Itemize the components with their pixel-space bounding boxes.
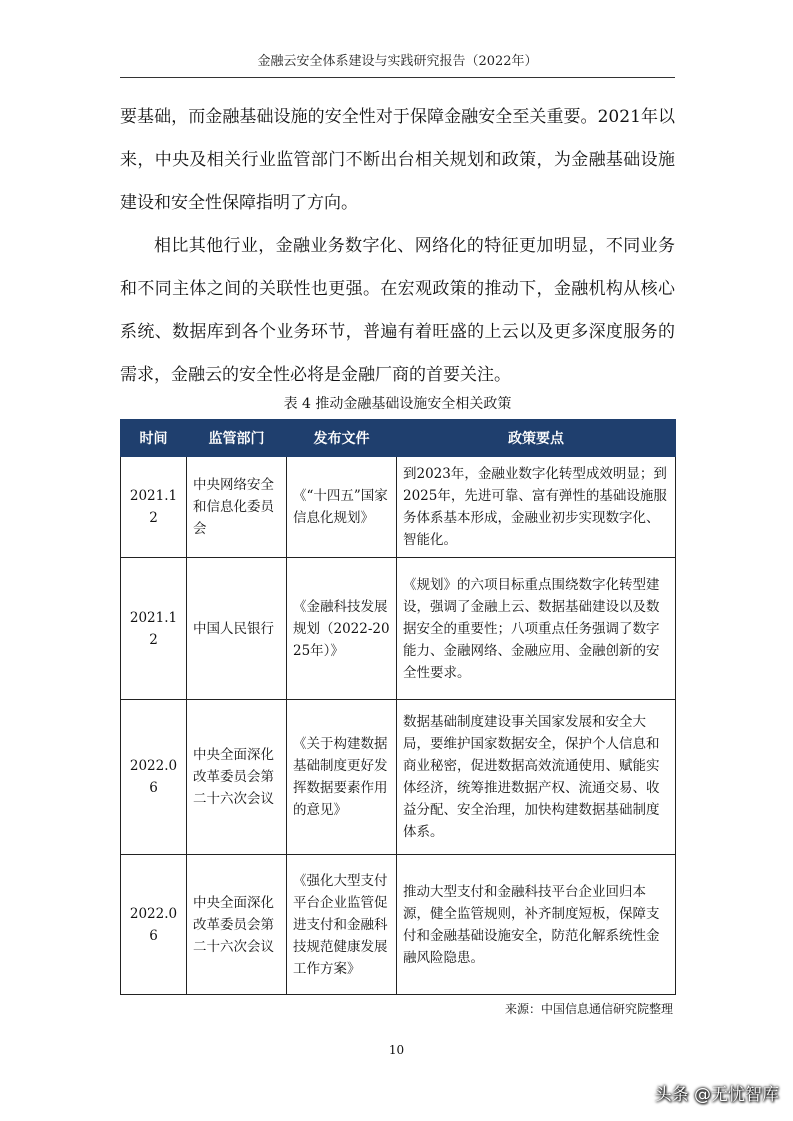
cell-date: 2021.12	[121, 558, 187, 700]
header-dept: 监管部门	[187, 420, 287, 457]
table-source-note: 来源：中国信息通信研究院整理	[504, 1002, 673, 1016]
header-time: 时间	[121, 420, 187, 457]
cell-doc: 《金融科技发展规划（2022-2025年）》	[287, 558, 397, 700]
table-caption: 表 4 推动金融基础设施安全相关政策	[283, 396, 512, 412]
cell-dept: 中央全面深化改革委员会第二十六次会议	[187, 855, 287, 995]
cell-points: 数据基础制度建设事关国家发展和安全大局，要维护国家数据安全，保护个人信息和商业秘密，促进数据高效流通使用、赋能实体经济，统筹推进数据产权、流通交易、收益分配、安全治理，加快构建数据基础制度体系。	[397, 700, 676, 855]
table-row	[121, 558, 676, 700]
table-row	[121, 855, 676, 995]
watermark-text: 头条 @无忧智库	[654, 1085, 779, 1105]
cell-doc: 《强化大型支付平台企业监管促进支付和金融科技规范健康发展工作方案》	[287, 855, 397, 995]
cell-date: 2022.06	[121, 700, 187, 855]
header-points: 政策要点	[397, 420, 676, 457]
header-doc: 发布文件	[287, 420, 397, 457]
cell-doc: 《“十四五”国家信息化规划》	[287, 457, 397, 558]
cell-dept: 中国人民银行	[187, 558, 287, 700]
cell-points: 到2023年，金融业数字化转型成效明显；到2025年，先进可靠、富有弹性的基础设施服务体系基本形成，金融业初步实现数字化、智能化。	[397, 457, 676, 558]
policy-table	[120, 419, 676, 995]
cell-date: 2021.12	[121, 457, 187, 558]
page-number: 10	[388, 1043, 405, 1057]
running-header: 金融云安全体系建设与实践研究报告（2022年）	[120, 50, 675, 78]
cell-date: 2022.06	[121, 855, 187, 995]
body-paragraph-1: 要基础，而金融基础设施的安全性对于保障金融安全至关重要。2021年以来，中央及相关行业监管部门不断出台相关规划和政策，为金融基础设施建设和安全性保障指明了方向。	[120, 107, 675, 213]
cell-points: 推动大型支付和金融科技平台企业回归本源，健全监管规则，补齐制度短板，保障支付和金融基础设施安全，防范化解系统性金融风险隐患。	[397, 855, 676, 995]
body-paragraph-2: 相比其他行业，金融业务数字化、网络化的特征更加明显，不同业务和不同主体之间的关联性也更强。在宏观政策的推动下，金融机构从核心系统、数据库到各个业务环节，普遍有着旺盛的上云以及更多深度服务的需求，金融云的安全性必将是金融厂商的首要关注。	[120, 236, 675, 385]
cell-points: 《规划》的六项目标重点围绕数字化转型建设，强调了金融上云、数据基础建设以及数据安全的重要性；八项重点任务强调了数字能力、金融网络、金融应用、金融创新的安全性要求。	[397, 558, 676, 700]
table-row	[121, 700, 676, 855]
table-header-row	[121, 420, 676, 457]
cell-doc: 《关于构建数据基础制度更好发挥数据要素作用的意见》	[287, 700, 397, 855]
table-row	[121, 457, 676, 558]
cell-dept: 中央全面深化改革委员会第二十六次会议	[187, 700, 287, 855]
cell-dept: 中央网络安全和信息化委员会	[187, 457, 287, 558]
